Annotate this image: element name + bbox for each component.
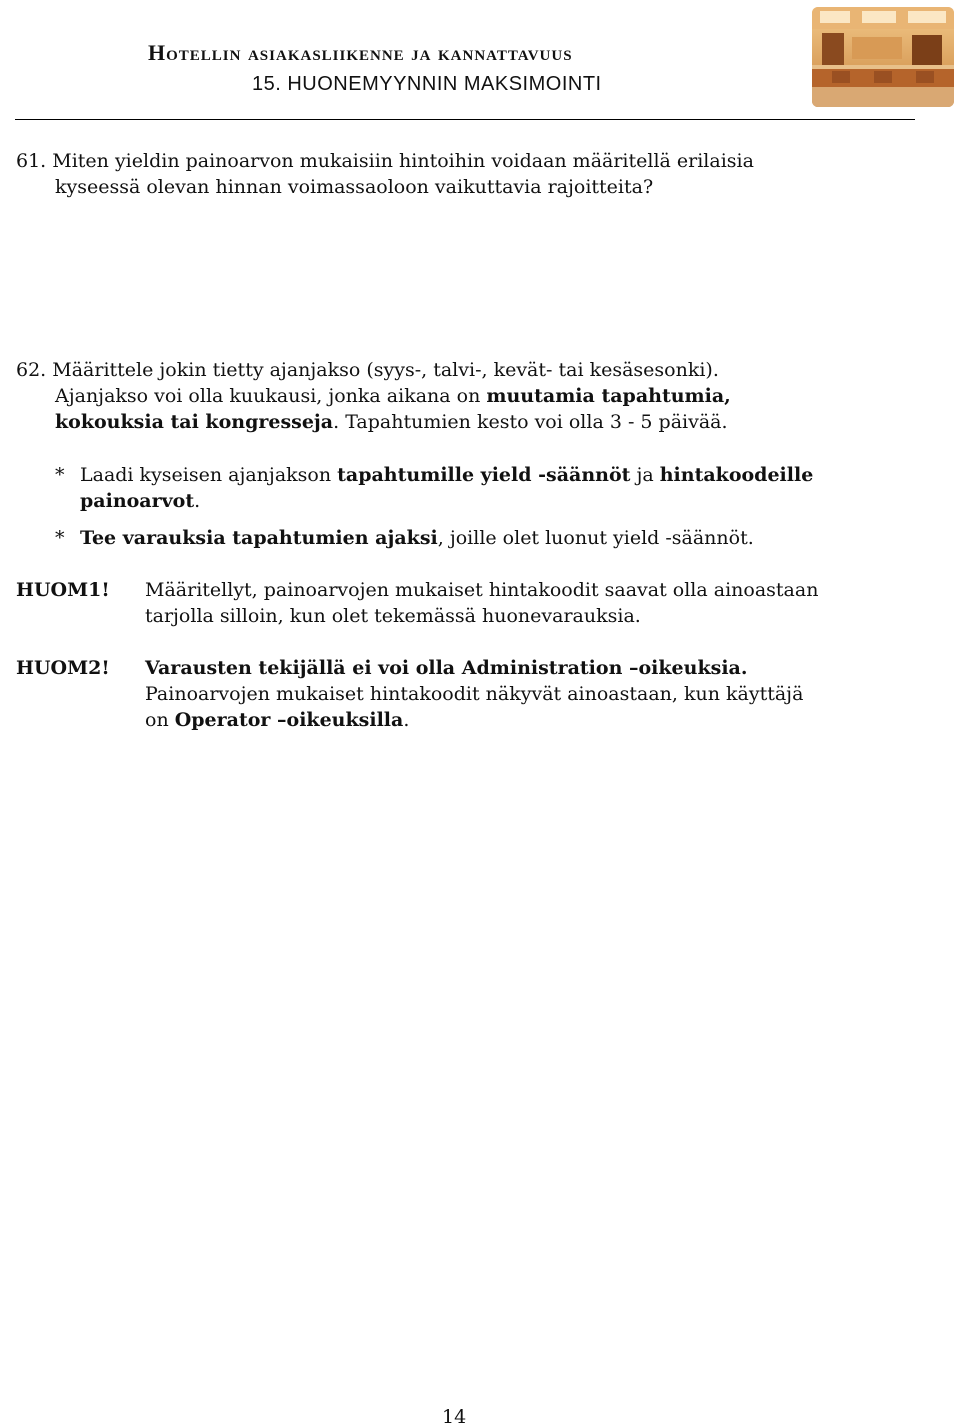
q62-line2-bold: muutamia tapahtumia, xyxy=(486,385,731,407)
bullet1-line1 xyxy=(80,462,813,488)
bullet2-line1 xyxy=(80,525,754,551)
bullet1-bold-a: tapahtumille yield -säännöt xyxy=(337,464,631,486)
note2-line1-bold: Varausten tekijällä ei voi olla Administration –oikeuksia. xyxy=(145,657,748,679)
bullet1-star: * xyxy=(55,464,65,486)
bullet1-text-b: ja xyxy=(630,464,660,486)
bullet1-bold-c: painoarvot xyxy=(80,490,195,512)
q62-line3-bold: kokouksia tai kongresseja xyxy=(55,411,334,433)
header-divider xyxy=(15,119,915,120)
note2-line1 xyxy=(145,655,747,681)
note2-label: HUOM2! xyxy=(16,657,110,679)
bullet2-star: * xyxy=(55,527,65,549)
note1-line2: tarjolla silloin, kun olet tekemässä huonevarauksia. xyxy=(145,605,641,627)
bullet1-bold-b: hintakoodeille xyxy=(659,464,814,486)
q62-line2 xyxy=(55,383,731,409)
bullet2-text: , joille olet luonut yield -säännöt. xyxy=(437,527,754,549)
q62-line2-text: Ajanjakso voi olla kuukausi, jonka aikana on xyxy=(55,385,487,407)
q62-line3-text: . Tapahtumien kesto voi olla 3 - 5 päivää. xyxy=(333,411,728,433)
header-title: Hotellin asiakasliikenne ja kannattavuus xyxy=(148,40,573,65)
q62-line1: 62. Määrittele jokin tietty ajanjakso (syys-, talvi-, kevät- tai kesäsesonki). xyxy=(16,359,719,381)
bullet2-bold: Tee varauksia tapahtumien ajaksi xyxy=(80,527,438,549)
note1-label: HUOM1! xyxy=(16,579,110,601)
header-subtitle: 15. HUONEMYYNNIN MAKSIMOINTI xyxy=(252,73,602,95)
note2-line3 xyxy=(145,707,409,733)
bullet1-text-a: Laadi kyseisen ajanjakson xyxy=(80,464,338,486)
note2-line3-text: on xyxy=(145,709,175,731)
q62-line3 xyxy=(55,409,728,435)
note2-line3-bold: Operator –oikeuksilla xyxy=(174,709,404,731)
q61-line1: 61. Miten yieldin painoarvon mukaisiin hintoihin voidaan määritellä erilaisia xyxy=(16,150,754,172)
bullet1-line2 xyxy=(80,488,200,514)
note2-line3-end: . xyxy=(403,709,410,731)
bullet1-text-c: . xyxy=(194,490,201,512)
note2-line2: Painoarvojen mukaiset hintakoodit näkyvät ainoastaan, kun käyttäjä xyxy=(145,683,804,705)
page-number: 14 xyxy=(442,1406,467,1428)
note1-line1: Määritellyt, painoarvojen mukaiset hintakoodit saavat olla ainoastaan xyxy=(145,579,819,601)
hotel-reception-photo xyxy=(812,7,954,107)
q61-line2: kyseessä olevan hinnan voimassaoloon vaikuttavia rajoitteita? xyxy=(55,176,654,198)
